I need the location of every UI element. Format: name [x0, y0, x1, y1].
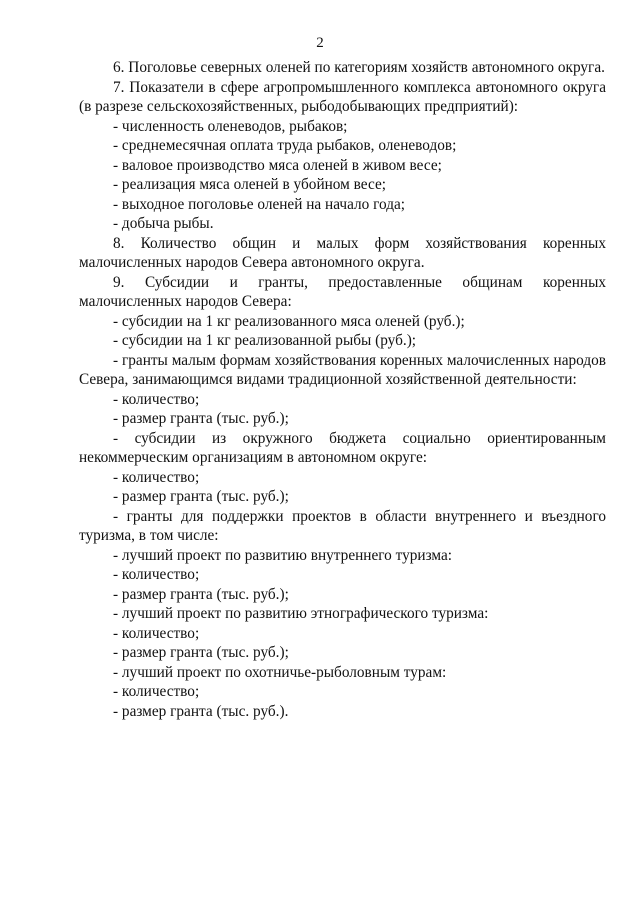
list-item: - субсидии из окружного бюджета социально ориентированным некоммерческим организациям в автономном округе:	[79, 429, 606, 466]
list-item: - размер гранта (тыс. руб.);	[113, 488, 289, 505]
paragraph-8: 8. Количество общин и малых форм хозяйствования коренных малочисленных народов Севера автономного округа.	[79, 234, 606, 271]
list-item: - количество;	[113, 468, 200, 486]
list-item: - лучший проект по развитию этнографического туризма:	[113, 605, 489, 622]
list-item: - субсидии на 1 кг реализованного мяса оленей (руб.);	[113, 312, 465, 330]
list-item: - лучший проект по охотничье-рыболовным турам:	[113, 663, 447, 681]
list-item: - численность оленеводов, рыбаков;	[113, 117, 348, 135]
list-item: - количество;	[113, 566, 200, 583]
list-item: - гранты для поддержки проектов в области внутреннего и въездного туризма, в том числе:	[79, 507, 606, 544]
list-item: - выходное поголовье оленей на начало года;	[113, 195, 406, 213]
paragraph-6: 6. Поголовье северных оленей по категориям хозяйств автономного округа.	[113, 59, 605, 76]
list-item: - количество;	[113, 390, 200, 408]
page-number: 2	[316, 35, 324, 51]
document-body	[79, 58, 606, 721]
list-item: - субсидии на 1 кг реализованной рыбы (руб.);	[113, 332, 417, 349]
list-item: - размер гранта (тыс. руб.).	[113, 702, 289, 720]
list-item: - размер гранта (тыс. руб.);	[113, 410, 289, 427]
paragraph-9: 9. Субсидии и гранты, предоставленные общинам коренных малочисленных народов Севера:	[79, 273, 606, 310]
list-item: - лучший проект по развитию внутреннего туризма:	[113, 546, 453, 564]
list-item: - размер гранта (тыс. руб.);	[113, 585, 289, 603]
list-item: - размер гранта (тыс. руб.);	[113, 644, 289, 661]
list-item: - количество;	[113, 624, 200, 642]
list-item: - валовое производство мяса оленей в живом весе;	[113, 156, 442, 174]
paragraph-7: 7. Показатели в сфере агропромышленного комплекса автономного округа (в разрезе сельскохозяйственных, рыбодобывающих предприятий):	[79, 78, 606, 115]
list-item: - реализация мяса оленей в убойном весе;	[113, 176, 386, 193]
list-item: - количество;	[113, 683, 200, 700]
list-item: - добыча рыбы.	[113, 215, 214, 232]
list-item: - среднемесячная оплата труда рыбаков, оленеводов;	[113, 137, 457, 154]
list-item: - гранты малым формам хозяйствования коренных малочисленных народов Севера, занимающимся видами традиционной хозяйственной деятельности:	[79, 351, 606, 388]
